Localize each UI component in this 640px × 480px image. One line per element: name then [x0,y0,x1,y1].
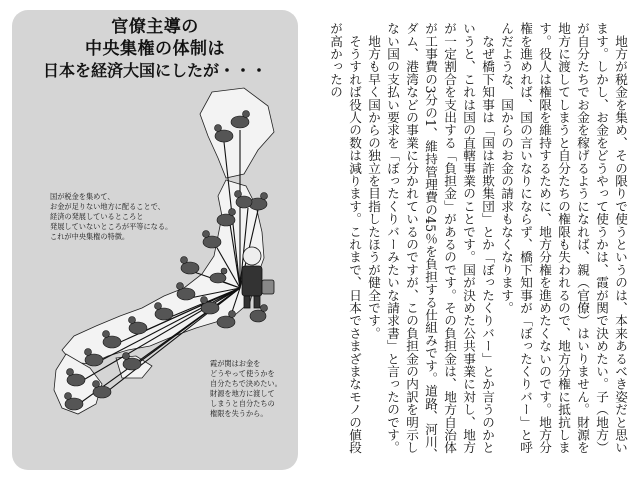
vertical-body-text [326,22,630,462]
caption-line: お金が足りない地方に配ることで、 [50,202,165,211]
caption-line: どうやって使うかを [210,369,275,378]
bureaucrat-figure [242,247,274,308]
illustration-headline [12,16,298,82]
illustration-card [12,10,298,470]
caption-central-control [50,192,172,242]
paragraph-3: 地方も早く国からの独立を目指したほうが健全です。 [366,22,381,340]
caption-kasumigaseki [210,359,282,419]
body-text-column [305,22,630,462]
caption-line: 国が税金を集めて、 [50,192,115,201]
caption-line: これが中央集権の特徴。 [50,232,130,241]
caption-line: 権限を失うから。 [210,409,268,418]
paragraph-4: そうすれば役人の数は減ります。これまで、日本でさまざまなモノの値段が高かったの [328,22,362,454]
caption-line: 発展していないところが平等になる。 [50,222,173,231]
caption-line: 経済の発展しているところと [50,212,144,221]
headline-line-2: 中央集権の体制は [85,39,225,59]
paragraph-2: なぜ橋下知事は「国は詐欺集団」とか「ぼったくりバー」とか言うのかというと、これは国の直轄事業のことです。国が決めた公共事業に対し、地方が一定割合を支出する「負担金」があるのです。その負担金は、地方自治体が工事費の3分の1、維持管理費の45％を負担する仕組みです。道路、河川、ダム、港湾などの事業に分かれているのですが、この負担金の内訳を明示しない国の支払い要求を「ぼったくりバーみたいな請求書」と言ったのです。 [385,22,495,461]
caption-line: しまうと自分たちの [210,399,275,408]
caption-line: 霞が関はお金を [210,359,261,368]
headline-line-1: 官僚主導の [111,17,199,37]
caption-line: 財源を地方に渡して [210,389,275,398]
caption-line: 自分たちで決めたい。 [210,379,282,388]
paragraph-1: 地方が税金を集め、その限りで使うというのは、本来あるべき姿だと思います。しかし、お金をどうやって使うかは、霞が関で決めたい。子（地方）が自分たちでお金を稼げるようになれば、親（官僚）はいりません。財源を地方に渡してしまうと自分たちの権限も失われるので、地方分権に抵抗します。役人は権限を維持するために、地方分権を進めたくないのです。地方分権を進めれば、国の言いなりにならず、橋下知事が「ぼったくりバー」と呼んだような、国からのお金の請求もなくなります。 [499,22,628,454]
headline-line-3: 日本を経済大国にしたが・・・ [42,61,267,80]
